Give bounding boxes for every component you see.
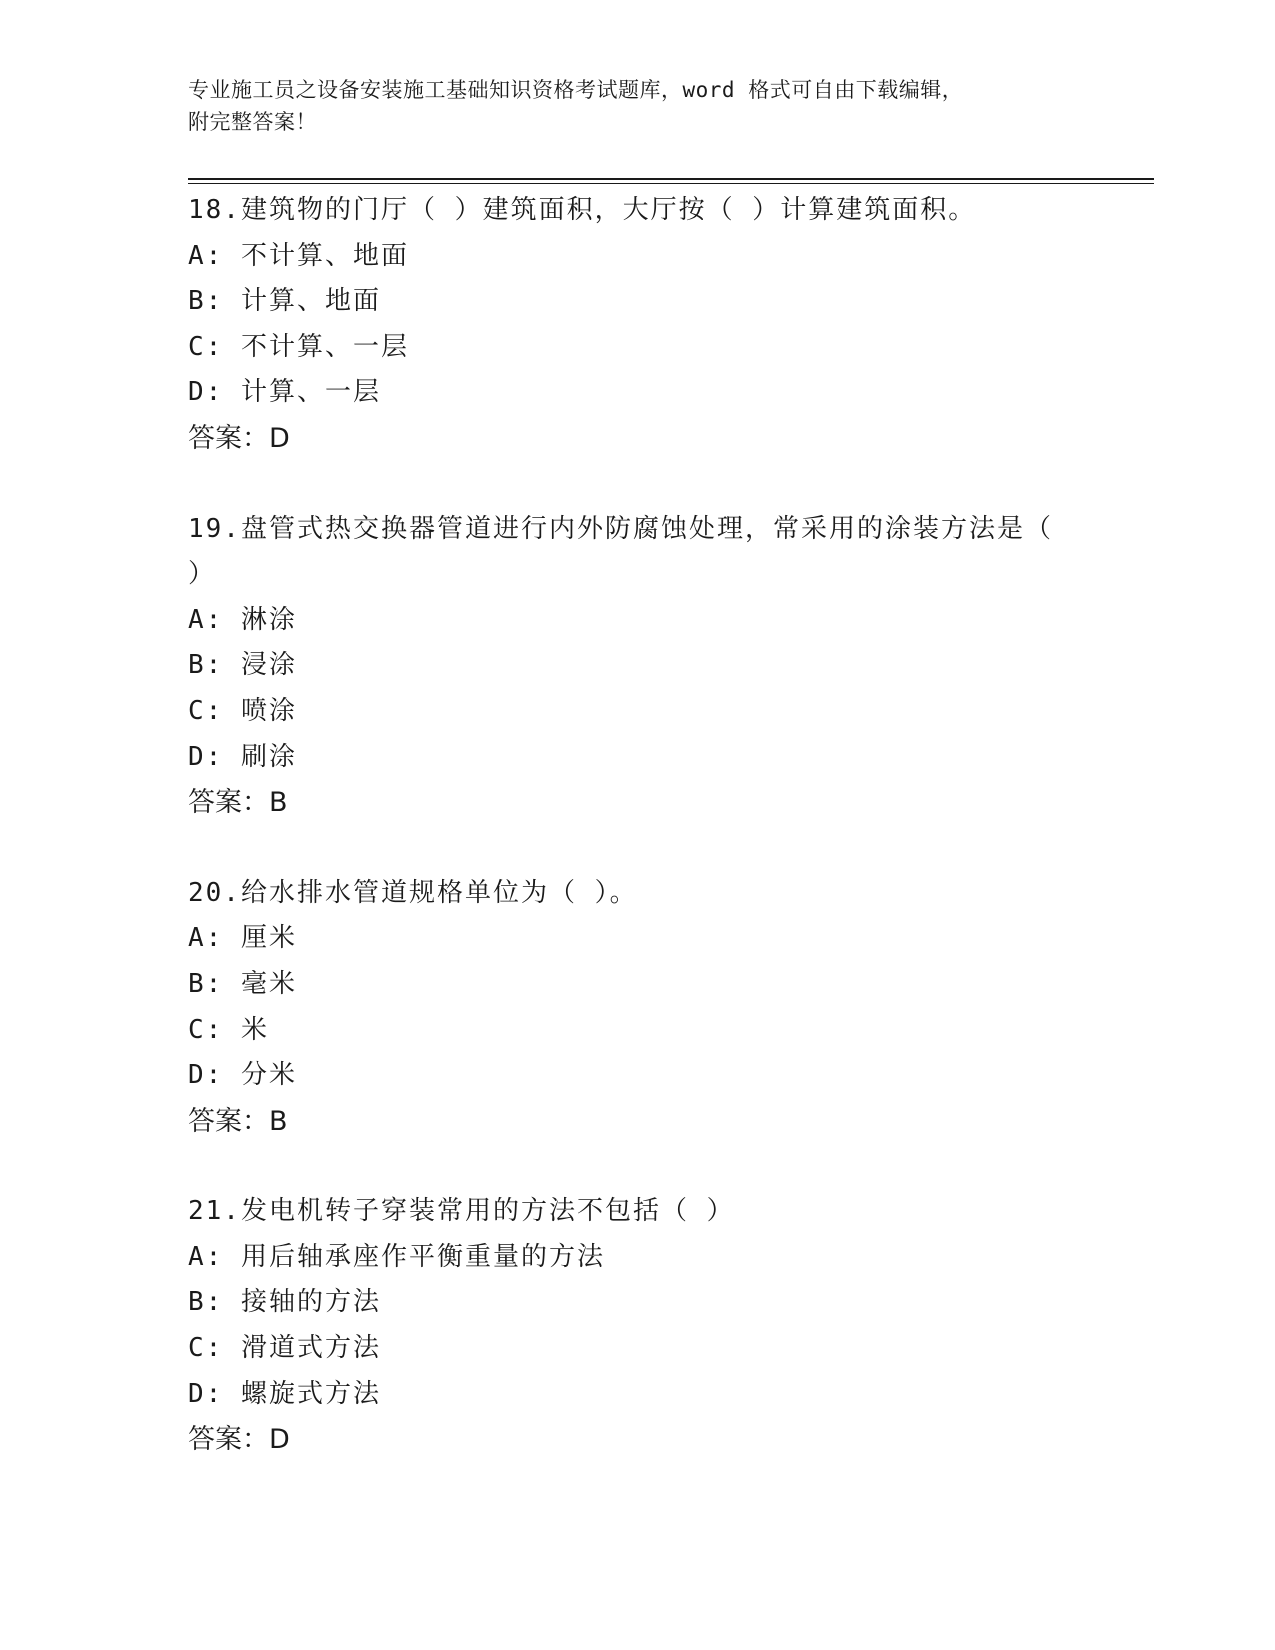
header-line-2: 附完整答案！ (188, 110, 317, 134)
answer-line: 答案：B (188, 787, 288, 819)
question-21 (188, 1189, 1088, 1463)
option-b: B: 计算、地面 (188, 286, 381, 317)
question-stem-continuation: ） (188, 559, 217, 590)
option-b: B: 接轴的方法 (188, 1287, 381, 1318)
question-stem: 20.给水排水管道规格单位为（ ）。 (188, 877, 638, 908)
option-a: A: 厘米 (188, 923, 297, 954)
answer-line: 答案：D (188, 1424, 290, 1456)
option-a: A: 淋涂 (188, 604, 297, 635)
question-20 (188, 871, 1088, 1145)
question-stem: 18.建筑物的门厅（ ）建筑面积，大厅按（ ）计算建筑面积。 (188, 195, 977, 225)
header-divider-thick (188, 178, 1154, 180)
question-19 (188, 507, 1088, 826)
option-b: B: 毫米 (188, 968, 297, 999)
option-c: C: 喷涂 (188, 695, 297, 726)
question-18 (188, 188, 1088, 462)
option-d: D: 分米 (188, 1060, 297, 1091)
option-b: B: 浸涂 (188, 650, 297, 681)
question-stem: 21.发电机转子穿装常用的方法不包括（ ） (188, 1196, 735, 1227)
option-c: C: 米 (188, 1014, 269, 1045)
option-d: D: 螺旋式方法 (188, 1378, 381, 1409)
option-d: D: 计算、一层 (188, 377, 381, 408)
option-c: C: 滑道式方法 (188, 1333, 381, 1364)
option-d: D: 刷涂 (188, 741, 297, 772)
answer-line: 答案：D (188, 422, 290, 454)
option-a: A: 用后轴承座作平衡重量的方法 (188, 1241, 605, 1272)
option-a: A: 不计算、地面 (188, 240, 409, 271)
document-header (188, 74, 1068, 138)
answer-line: 答案：B (188, 1105, 288, 1137)
header-divider-thin (188, 183, 1154, 184)
option-c: C: 不计算、一层 (188, 331, 409, 362)
header-line-1: 专业施工员之设备安装施工基础知识资格考试题库，word 格式可自由下载编辑， (188, 78, 964, 102)
question-list (188, 188, 1088, 1508)
question-stem: 19.盘管式热交换器管道进行内外防腐蚀处理，常采用的涂装方法是（ (188, 513, 1053, 544)
